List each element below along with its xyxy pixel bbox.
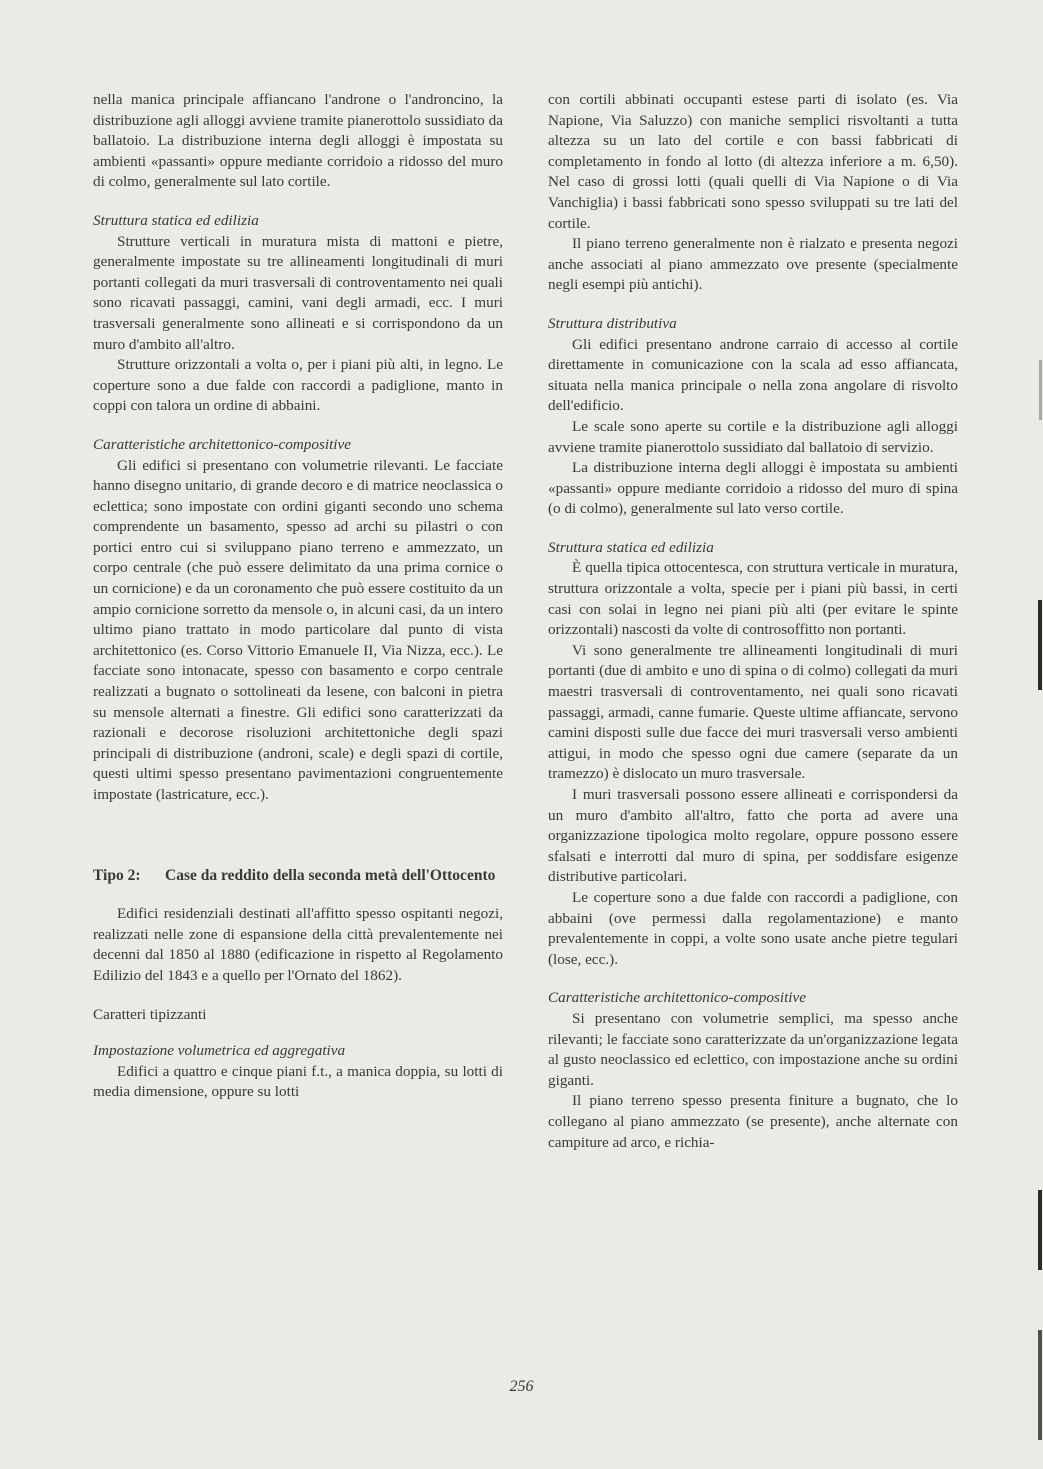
scan-edge-mark	[1039, 360, 1042, 420]
right-column	[548, 90, 958, 1153]
page-number: 256	[509, 1378, 534, 1395]
scan-edge-mark	[1038, 600, 1042, 690]
scan-edge-mark	[1038, 1330, 1042, 1440]
paragraph: Edifici residenziali destinati all'affitto spesso ospitanti negozi, realizzati nelle zone di espansione della città prevalentemente nei decenni dal 1850 al 1880 (edificazione in rispetto al Regolamento Edilizio del 1843 e a quello per l'Ornato del 1862).	[93, 905, 503, 984]
subsection-heading: Caratteri tipizzanti	[93, 1005, 207, 1023]
section-heading: Caratteristiche architettonico-compositive	[548, 989, 806, 1007]
paragraph: Strutture orizzontali a volta o, per i piani più alti, in legno. Le coperture sono a due falde con raccordi a padiglione, manto in coppi con talora un ordine di abbaini.	[93, 356, 503, 415]
section-heading: Impostazione volumetrica ed aggregativa	[93, 1042, 346, 1060]
paragraph: La distribuzione interna degli alloggi è impostata su ambienti «passanti» oppure mediante corridoio a ridosso del muro di spina (o di colmo), generalmente sul lato verso cortile.	[548, 459, 958, 518]
chapter-number: Tipo 2:	[93, 866, 141, 884]
paragraph: Il piano terreno generalmente non è rialzato e presenta negozi anche associati al piano ammezzato ove presente (specialmente negli esempi più antichi).	[548, 235, 958, 294]
chapter-heading	[93, 866, 503, 887]
paragraph: È quella tipica ottocentesca, con struttura verticale in muratura, struttura orizzontale a volta, specie per i piani più bassi, in certi casi con solai in legno nei piani più alti (per evitare le spinte orizzontali) nascosti da volte di controsoffitto non portanti.	[548, 559, 958, 639]
paragraph: Gli edifici presentano androne carraio di accesso al cortile direttamente in comunicazione con la scala ad esso affiancata, situata nella manica principale o nella zona angolare di risvolto dell'edificio.	[548, 335, 958, 415]
section-heading: Struttura distributiva	[548, 314, 677, 332]
scan-edge-mark	[1038, 1190, 1042, 1270]
paragraph: I muri trasversali possono essere allineati e corrispondersi da un muro d'ambito all'altro, fatto che porta ad avere una organizzazione tipologica molto regolare, oppure possono essere sfalsati e interrotti dal muro di spina, per soddisfare esigenze distributive particolari.	[548, 786, 958, 886]
chapter-title: Case da reddito della seconda metà dell'Ottocento	[165, 866, 496, 884]
section-heading: Caratteristiche architettonico-compositive	[93, 435, 351, 453]
paragraph: con cortili abbinati occupanti estese parti di isolato (es. Via Napione, Via Saluzzo) con maniche semplici risvoltanti a tutta altezza su un lato del cortile e con bassi fabbricati di completamento in fondo al lotto (di altezza inferiore a m. 6,50). Nel caso di grossi lotti (quali quelli di Via Napione o di Via Vanchiglia) i bassi fabbricati sono spesso sviluppati su tre lati del cortile.	[548, 91, 958, 232]
left-column	[93, 90, 503, 1103]
paragraph: Il piano terreno spesso presenta finiture a bugnato, che lo collegano al piano ammezzato (se presente), anche alternate con campiture ad arco, e richia-	[548, 1092, 958, 1151]
section-heading: Struttura statica ed edilizia	[93, 211, 259, 229]
paragraph: Strutture verticali in muratura mista di mattoni e pietre, generalmente impostate su tre allineamenti longitudinali di muri portanti collegati da muri trasversali di controventamento nei quali sono ricavati passaggi, camini, vani degli armadi, ecc. I muri trasversali generalmente sono allineati e si corrispondono da un muro d'ambito all'altro.	[93, 232, 503, 353]
section-heading: Struttura statica ed edilizia	[548, 538, 714, 556]
paragraph: Vi sono generalmente tre allineamenti longitudinali di muri portanti (due di ambito e uno di spina o di colmo) collegati da muri maestri trasversali di controventamento, nei quali sono ricavati passaggi, armadi, canne fumarie. Queste ultime affiancate, servono camini disposti sulle due facce dei muri trasversali verso ambienti attigui, in modo che spesso ogni due camere (separate da un tramezzo) è dislocato un muro trasversale.	[548, 641, 958, 783]
paragraph: nella manica principale affiancano l'androne o l'androncino, la distribuzione agli alloggi avviene tramite pianerottolo sussidiato da ballatoio. La distribuzione interna degli alloggi è impostata su ambienti «passanti» oppure mediante corridoio a ridosso del muro di colmo, generalmente sul lato cortile.	[93, 91, 503, 191]
paragraph: Si presentano con volumetrie semplici, ma spesso anche rilevanti; le facciate sono caratterizzate da un'organizzazione legata al gusto neoclassico ed eclettico, con impostazione anche su ordini giganti.	[548, 1009, 958, 1089]
paragraph: Le coperture sono a due falde con raccordi a padiglione, con abbaini (ove permessi dalla regolamentazione) e manto prevalentemente in coppi, a volte sono usate anche pietre tegulari (lose, ecc.).	[548, 888, 958, 968]
paragraph: Le scale sono aperte su cortile e la distribuzione agli alloggi avviene tramite pianerottolo sussidiato dal ballatoio di servizio.	[548, 417, 958, 456]
paragraph: Edifici a quattro e cinque piani f.t., a manica doppia, su lotti di media dimensione, oppure su lotti	[93, 1062, 503, 1101]
paragraph: Gli edifici si presentano con volumetrie rilevanti. Le facciate hanno disegno unitario, di grande decoro e di matrice neoclassica o eclettica; sono impostate con ordini giganti secondo uno schema comprendente un basamento, spesso ad archi su pilastri o con portici entro cui si sviluppano piano terreno e ammezzato, un corpo centrale (che può essere delimitato da una prima cornice o un cornicione) e da un coronamento che può essere costituito da un ampio cornicione sorretto da mensole o, in alcuni casi, da un intero ultimo piano trattato in modo particolare dal punto di vista architettonico (es. Corso Vittorio Emanuele II, Via Nizza, ecc.). Le facciate sono intonacate, spesso con basamento e corpo centrale realizzati a bugnato o sottolineati da lesene, con balconi in pietra su mensole alternati a finestre. Gli edifici sono caratterizzati da razionali e decorose risoluzioni architettoniche degli spazi principali di distribuzione (androni, scale) e degli spazi di cortile, questi ultimi spesso presentano pavimentazioni congruentemente impostate (lastricature, ecc.).	[93, 456, 503, 803]
